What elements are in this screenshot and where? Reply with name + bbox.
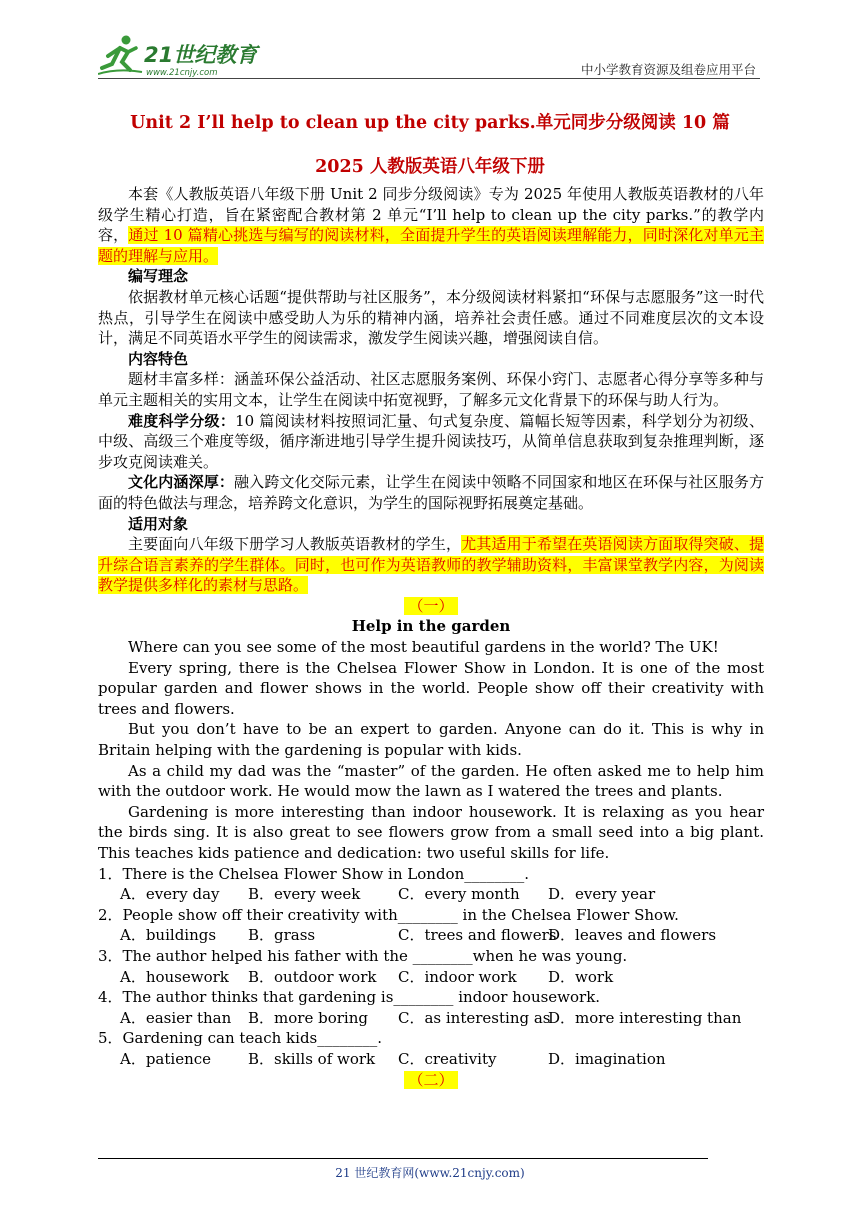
- question-3: 3．The author helped his father with the ________when he was young.: [98, 946, 628, 965]
- option-d: D．work: [548, 967, 614, 986]
- option-a: A．patience: [120, 1049, 212, 1068]
- logo: [98, 34, 268, 78]
- passage-paragraph: Where can you see some of the most beautiful gardens in the world? The UK!: [128, 638, 719, 657]
- option-a: A．buildings: [120, 926, 217, 945]
- question-2: 2．People show off their creativity with________ in the Chelsea Flower Show.: [98, 905, 679, 924]
- option-c: C．indoor work: [398, 967, 517, 986]
- option-a: A．easier than: [120, 1008, 232, 1027]
- option-c: C．creativity: [398, 1049, 497, 1068]
- option-c: C．as interesting as: [398, 1008, 551, 1027]
- intro-highlight: 通过 10 篇精心挑选与编写的阅读材料，全面提升学生的英语阅读理解能力，同时深化对单元主题的理解与应用。: [98, 226, 764, 265]
- section-heading-features: 内容特色: [128, 349, 189, 368]
- options-2: [120, 925, 764, 946]
- passage-paragraph: Every spring, there is the Chelsea Flower Show in London. It is one of the most popular garden and flower shows in the world. People show off their creativity with trees and flowers.: [98, 658, 764, 718]
- concept-paragraph: 依据教材单元核心话题“提供帮助与社区服务”，本分级阅读材料紧扣“环保与志愿服务”这一时代热点，引导学生在阅读中感受助人为乐的精神内涵，培养社会责任感。通过不同难度层次的文本设计，满足不同英语水平学生的阅读需求，激发学生阅读兴趣，增强阅读自信。: [98, 287, 764, 348]
- option-c: C．trees and flowers: [398, 926, 557, 945]
- document-body: [98, 184, 764, 1090]
- page-header: [98, 34, 758, 80]
- option-d: D．imagination: [548, 1049, 666, 1068]
- footer-divider: [98, 1158, 708, 1159]
- option-c: C．every month: [398, 885, 520, 904]
- option-b: B．every week: [248, 885, 361, 904]
- passage-number-2: （二）: [98, 1070, 764, 1091]
- document-title: Unit 2 I’ll help to clean up the city parks.单元同步分级阅读 10 篇: [130, 113, 730, 133]
- audience-highlight: 尤其适用于希望在英语阅读方面取得突破、提升综合语言素养的学生群体。同时，也可作为英语教师的教学辅助资料，丰富课堂教学内容，为阅读教学提供多样化的素材与思路。: [98, 535, 764, 595]
- passage-number-1: （一）: [98, 596, 764, 617]
- svg-text:21世纪教育: 21世纪教育: [144, 43, 258, 67]
- section-heading-audience: 适用对象: [128, 514, 189, 533]
- features-paragraph-3: 文化内涵深厚：融入跨文化交际元素，让学生在阅读中领略不同国家和地区在环保与社区服务方面的特色做法与理念，培养跨文化意识，为学生的国际视野拓展奠定基础。: [98, 473, 764, 512]
- option-d: D．leaves and flowers: [548, 926, 717, 945]
- option-b: B．grass: [248, 926, 316, 945]
- platform-tagline: 中小学教育资源及组卷应用平台: [580, 62, 756, 77]
- section-heading-concept: 编写理念: [128, 267, 189, 286]
- question-5: 5．Gardening can teach kids________.: [98, 1029, 383, 1048]
- document-subtitle: 2025 人教版英语八年级下册: [315, 157, 545, 177]
- intro-paragraph: 本套《人教版英语八年级下册 Unit 2 同步分级阅读》专为 2025 年使用人教版英语教材的八年级学生精心打造，旨在紧密配合教材第 2 单元“I’ll help to clean up the city parks.”的教学内容，通过 10 篇精心挑选与编写的阅读材料，全面提升学生的英语阅读理解能力，同时深化对单元主题的理解与应用。: [98, 185, 764, 265]
- passage-paragraph: But you don’t have to be an expert to garden. Anyone can do it. This is why in Britain helping with the gardening is popular with kids.: [98, 720, 764, 760]
- options-5: [120, 1049, 764, 1070]
- passage-paragraph: Gardening is more interesting than indoor housework. It is relaxing as you hear the birds sing. It is also great to see flowers grow from a small seed into a big plant. This teaches kids patience and dedication: two useful skills for life.: [98, 802, 764, 862]
- option-d: D．more interesting than: [548, 1008, 742, 1027]
- options-3: [120, 967, 764, 988]
- header-divider: [98, 78, 760, 79]
- svg-text:www.21cnjy.com: www.21cnjy.com: [146, 68, 218, 78]
- page-footer: 21 世纪教育网(www.21cnjy.com): [335, 1166, 525, 1180]
- options-1: [120, 884, 764, 905]
- option-a: A．every day: [120, 885, 220, 904]
- audience-paragraph: 主要面向八年级下册学习人教版英语教材的学生，尤其适用于希望在英语阅读方面取得突破、提升综合语言素养的学生群体。同时，也可作为英语教师的教学辅助资料，丰富课堂教学内容，为阅读教学提供多样化的素材与思路。: [98, 535, 764, 595]
- option-d: D．every year: [548, 885, 656, 904]
- features-paragraph-1: 题材丰富多样：涵盖环保公益活动、社区志愿服务案例、环保小窍门、志愿者心得分享等多种与单元主题相关的实用文本，让学生在阅读中拓宽视野，了解多元文化背景下的环保与助人行为。: [98, 370, 764, 409]
- question-1: 1．There is the Chelsea Flower Show in London________.: [98, 864, 530, 883]
- passage-paragraph: As a child my dad was the “master” of the garden. He often asked me to help him with the outdoor work. He would mow the lawn as I watered the trees and plants.: [98, 761, 764, 801]
- option-b: B．more boring: [248, 1008, 368, 1027]
- option-a: A．housework: [120, 967, 229, 986]
- question-4: 4．The author thinks that gardening is________ indoor housework.: [98, 988, 601, 1007]
- features-paragraph-2: 难度科学分级：10 篇阅读材料按照词汇量、句式复杂度、篇幅长短等因素，科学划分为初级、中级、高级三个难度等级，循序渐进地引导学生提升阅读技巧，从简单信息获取到复杂推理判断，逐步攻克阅读难关。: [98, 411, 764, 471]
- option-b: B．outdoor work: [248, 967, 377, 986]
- options-4: [120, 1008, 764, 1029]
- option-b: B．skills of work: [248, 1049, 376, 1068]
- passage-title: Help in the garden: [351, 617, 511, 636]
- runner-icon: [98, 36, 142, 75]
